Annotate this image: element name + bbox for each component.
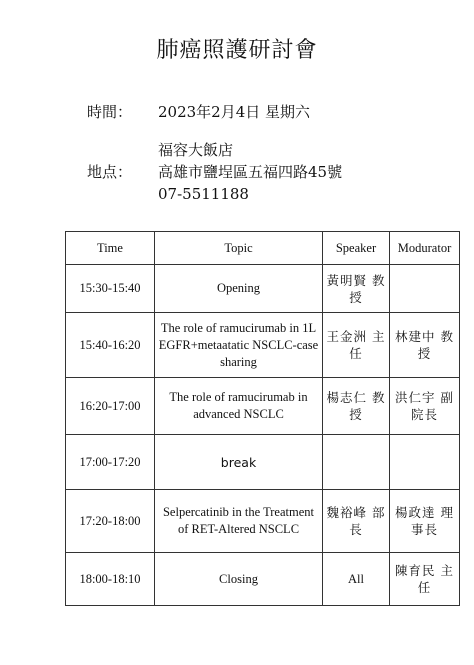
table-row [66, 313, 460, 378]
venue-phone: 07-5511188 [158, 185, 249, 203]
header-time: Time [66, 232, 155, 265]
table-row [66, 553, 460, 606]
row-moderator: 楊政達 理事長 [390, 490, 460, 553]
table-row [66, 378, 460, 435]
row-speaker: All [323, 553, 390, 606]
row-moderator: 陳育民 主任 [390, 553, 460, 606]
row-moderator: 洪仁宇 副院長 [390, 378, 460, 435]
table-row [66, 265, 460, 313]
table-row [66, 490, 460, 553]
row-topic: Opening [155, 265, 323, 313]
row-moderator: 林建中 教授 [390, 313, 460, 378]
row-speaker: 楊志仁 教授 [323, 378, 390, 435]
table-row [66, 435, 460, 490]
row-time: 16:20-17:00 [66, 378, 155, 435]
row-topic: Closing [155, 553, 323, 606]
row-speaker [323, 435, 390, 490]
row-moderator [390, 435, 460, 490]
row-time: 18:00-18:10 [66, 553, 155, 606]
row-topic: break [155, 435, 323, 490]
time-label: 時間： [87, 103, 133, 121]
row-time: 17:00-17:20 [66, 435, 155, 490]
row-topic: Selpercatinib in the Treatment of RET-Altered NSCLC [155, 490, 323, 553]
venue-name: 福容大飯店 [158, 141, 234, 159]
row-speaker: 王金洲 主任 [323, 313, 390, 378]
agenda-table [65, 231, 460, 606]
header-moderator: Modurator [390, 232, 460, 265]
header-speaker: Speaker [323, 232, 390, 265]
row-topic: The role of ramucirumab in 1L EGFR+metaatatic NSCLC-case sharing [155, 313, 323, 378]
venue-address: 高雄市鹽埕區五福四路45號 [158, 163, 343, 181]
header-topic: Topic [155, 232, 323, 265]
time-value: 2023年2月4日 星期六 [158, 103, 311, 121]
row-moderator [390, 265, 460, 313]
row-time: 15:30-15:40 [66, 265, 155, 313]
location-label: 地点： [87, 163, 133, 181]
row-time: 17:20-18:00 [66, 490, 155, 553]
row-topic: The role of ramucirumab in advanced NSCLC [155, 378, 323, 435]
row-speaker: 魏裕峰 部長 [323, 490, 390, 553]
header-row [66, 232, 460, 265]
row-speaker: 黃明賢 教授 [323, 265, 390, 313]
page-title: 肺癌照護研討會 [156, 38, 318, 63]
row-time: 15:40-16:20 [66, 313, 155, 378]
